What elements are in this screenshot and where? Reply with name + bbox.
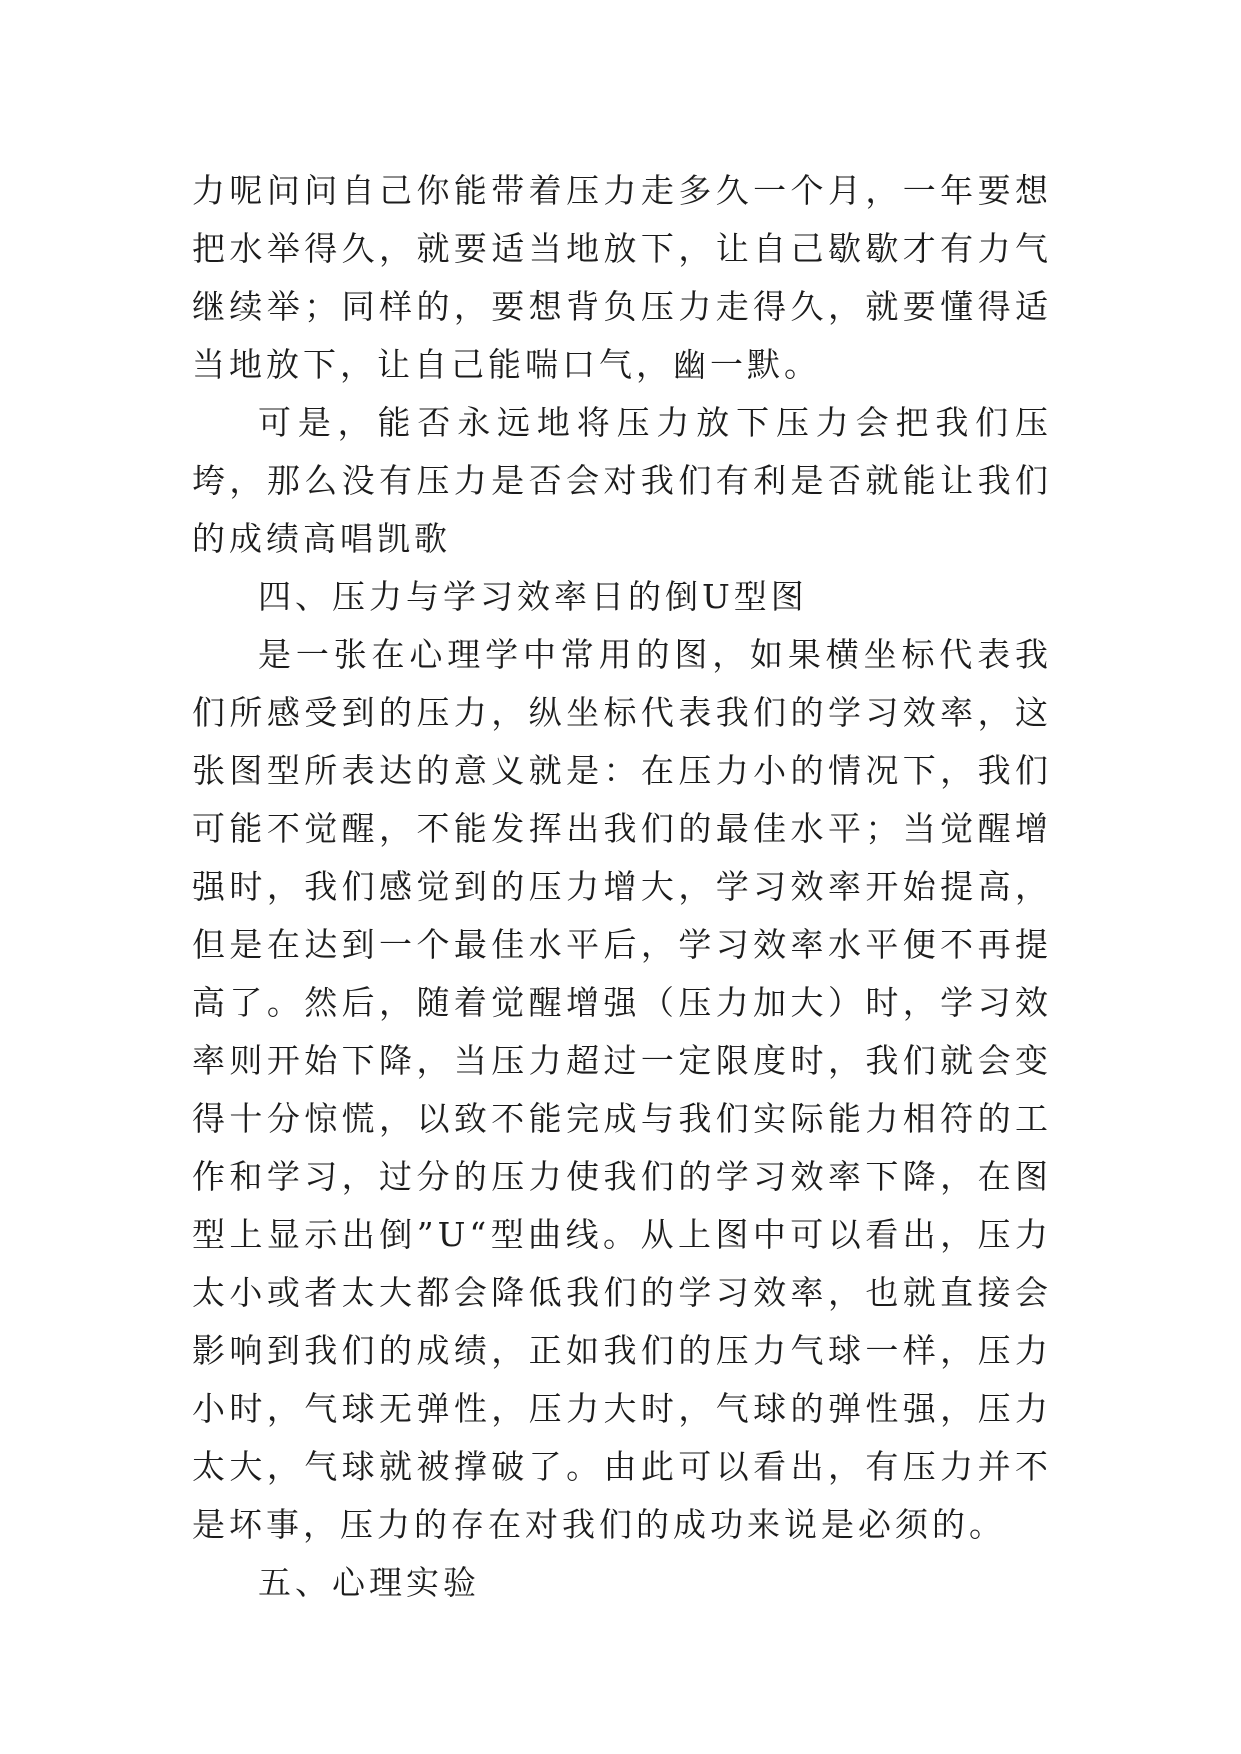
paragraph-continuation: 力呢问问自己你能带着压力走多久一个月，一年要想把水举得久，就要适当地放下，让自己歇歇才有力气继续举；同样的，要想背负压力走得久，就要懂得适当地放下，让自己能喘口气，幽一默。 — [192, 171, 1052, 384]
document-body — [192, 162, 1052, 1612]
section-heading-4: 四、压力与学习效率日的倒U型图 — [258, 577, 808, 616]
section-heading-5: 五、心理实验 — [258, 1563, 480, 1602]
paragraph-u-curve-explanation: 是一张在心理学中常用的图，如果横坐标代表我们所感受到的压力，纵坐标代表我们的学习效率，这张图型所表达的意义就是：在压力小的情况下，我们可能不觉醒，不能发挥出我们的最佳水平；当觉醒增强时，我们感觉到的压力增大，学习效率开始提高，但是在达到一个最佳水平后，学习效率水平便不再提高了。然后，随着觉醒增强（压力加大）时，学习效率则开始下降，当压力超过一定限度时，我们就会变得十分惊慌，以致不能完成与我们实际能力相符的工作和学习，过分的压力使我们的学习效率下降，在图型上显示出倒”U“型曲线。从上图中可以看出，压力太小或者太大都会降低我们的学习效率，也就直接会影响到我们的成绩，正如我们的压力气球一样，压力小时，气球无弹性，压力大时，气球的弹性强，压力太大，气球就被撑破了。由此可以看出，有压力并不是坏事，压力的存在对我们的成功来说是必须的。 — [192, 635, 1052, 1544]
paragraph-question: 可是，能否永远地将压力放下压力会把我们压垮，那么没有压力是否会对我们有利是否就能让我们的成绩高唱凯歌 — [192, 403, 1052, 558]
